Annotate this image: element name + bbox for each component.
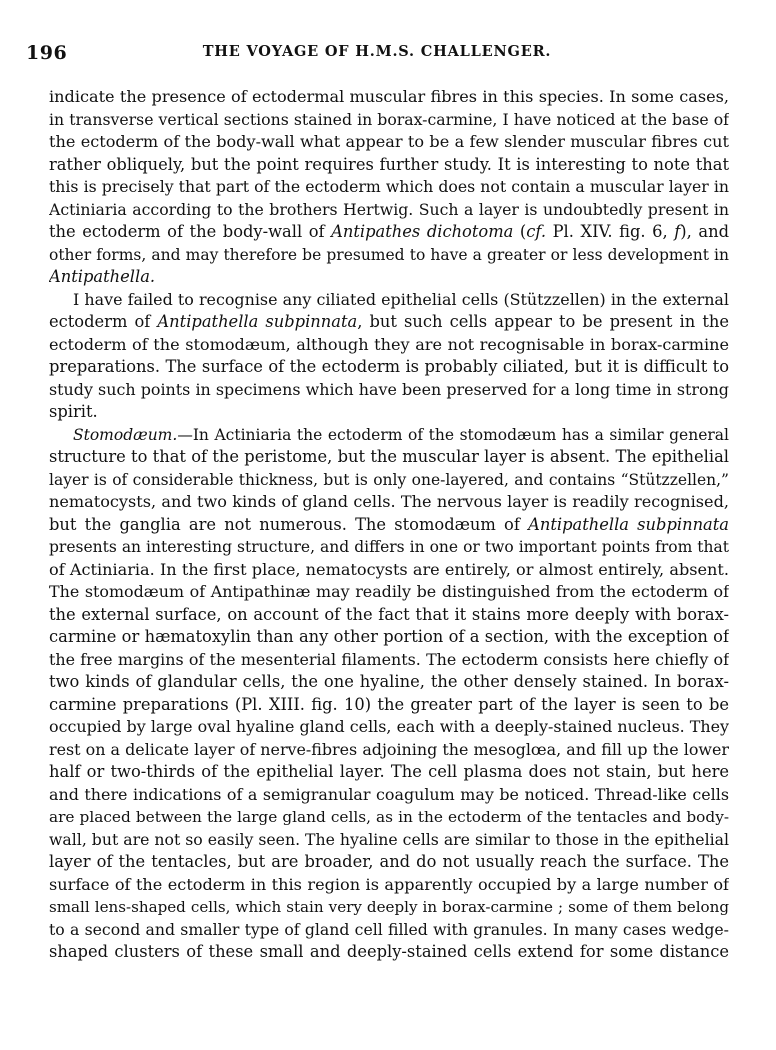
text-line: to a second and smaller type of gland cell filled with granules. In many cases wedge- — [49, 919, 729, 939]
species-name: Antipathella subpinnata — [157, 312, 358, 331]
text-line: carmine preparations (Pl. XIII. fig. 10) the greater part of the layer is seen to be — [49, 694, 729, 714]
text-line: Actiniaria according to the brothers Hertwig. Such a layer is undoubtedly present in — [49, 199, 729, 219]
text-line: two kinds of glandular cells, the one hyaline, the other densely stained. In borax- — [49, 672, 729, 691]
text-line: occupied by large oval hyaline gland cells, each with a deeply-stained nucleus. They — [49, 717, 729, 736]
page-number: 196 — [26, 42, 68, 64]
text-line: half or two-thirds of the epithelial layer. The cell plasma does not stain, but here — [49, 762, 729, 781]
text-line: spirit. — [49, 402, 98, 421]
figure-letter: f — [674, 222, 681, 241]
text-line: of Actiniaria. In the first place, nematocysts are entirely, or almost entirely, absent. — [49, 559, 729, 579]
text-line: rather obliquely, but the point requires further study. It is interesting to note that — [49, 154, 729, 174]
body-text — [49, 86, 729, 964]
text-line: structure to that of the peristome, but the muscular layer is absent. The epithelial — [49, 447, 729, 466]
text-run: but the ganglia are not numerous. The stomodæum of — [49, 514, 529, 534]
text-run: ), and — [680, 222, 729, 241]
text-line: small lens-shaped cells, which stain very deeply in borax-carmine ; some of them belong — [49, 898, 729, 916]
text-line: other forms, and may therefore be presumed to have a greater or less development in — [49, 245, 729, 264]
section-heading-line — [49, 424, 729, 447]
text-line: the ectoderm of the body-wall what appear to be a few slender muscular fibres cut — [49, 132, 729, 151]
text-line: the free margins of the mesenterial filaments. The ectoderm consists here chiefly of — [49, 649, 729, 669]
text-line: wall, but are not so easily seen. The hyaline cells are similar to those in the epithelial — [49, 829, 729, 849]
text-line: and there indications of a semigranular coagulum may be noticed. Thread-like cells — [49, 784, 729, 804]
text-line: layer is of considerable thickness, but is only one-layered, and contains “Stützzellen,” — [49, 470, 729, 489]
text-line: study such points in specimens which have been preserved for a long time in strong — [49, 379, 729, 399]
species-name: Antipathes dichotoma — [331, 222, 514, 241]
italic-abbrev: cf. — [526, 222, 547, 241]
text-line: rest on a delicate layer of nerve-fibres adjoining the mesoglœa, and fill up the lower — [49, 739, 729, 759]
text-line: carmine or hæmatoxylin than any other portion of a section, with the exception of — [49, 627, 729, 646]
text-line: ectoderm of the stomodæum, although they are not recognisable in borax-carmine — [49, 334, 729, 354]
text-line: layer of the tentacles, but are broader, and do not usually reach the surface. The — [49, 852, 729, 871]
species-name: Antipathella subpinnata — [528, 514, 729, 534]
page-header — [26, 42, 728, 66]
section-heading: Stomodæum. — [73, 425, 178, 444]
text-run: ( — [513, 222, 527, 241]
text-run: I have failed to recognise any ciliated epithelial cells (Stützzellen) in the external — [73, 289, 729, 309]
text-line: in transverse vertical sections stained in borax-carmine, I have noticed at the base of — [49, 109, 729, 129]
text-line: the external surface, on account of the fact that it stains more deeply with borax- — [49, 604, 729, 624]
genus-name: Antipathella. — [49, 267, 156, 286]
text-line: shaped clusters of these small and deeply-stained cells extend for some distance — [49, 942, 729, 961]
text-line — [49, 221, 729, 244]
text-run: , but such cells appear to be present in the — [357, 312, 729, 331]
text-line: are placed between the large gland cells, as in the ectoderm of the tentacles and body- — [49, 808, 729, 826]
text-line — [49, 311, 729, 334]
text-line: surface of the ectoderm in this region is apparently occupied by a large number of — [49, 874, 729, 894]
text-line: presents an interesting structure, and differs in one or two important points from that — [49, 538, 729, 556]
text-run: the ectoderm of the body-wall of — [49, 222, 332, 241]
running-head: THE VOYAGE OF H.M.S. CHALLENGER. — [202, 43, 552, 60]
text-run: ectoderm of — [49, 312, 158, 331]
text-line — [49, 514, 729, 537]
plate-reference: Pl. XIV. fig. 6, — [546, 222, 675, 241]
text-line: this is precisely that part of the ectoderm which does not contain a muscular layer in — [49, 177, 729, 196]
text-line: indicate the presence of ectodermal muscular fibres in this species. In some cases, — [49, 87, 729, 106]
text-line: The stomodæum of Antipathinæ may readily be distinguished from the ectoderm of — [49, 582, 729, 601]
paragraph-start-line — [49, 289, 729, 312]
text-line: nematocysts, and two kinds of gland cells. The nervous layer is readily recognised, — [49, 492, 729, 511]
text-run: —In Actiniaria the ectoderm of the stomodæum has a similar general — [177, 425, 729, 444]
text-line: preparations. The surface of the ectoderm is probably ciliated, but it is difficult to — [49, 357, 729, 376]
